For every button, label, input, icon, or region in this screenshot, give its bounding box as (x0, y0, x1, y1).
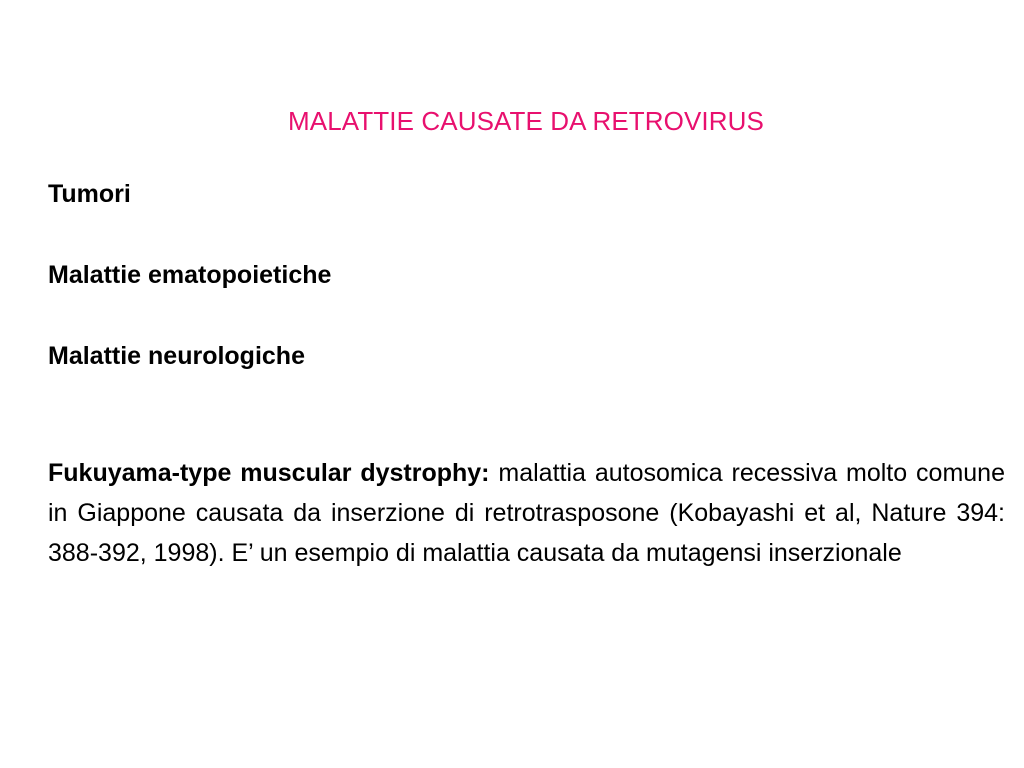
slide-title: MALATTIE CAUSATE DA RETROVIRUS (288, 106, 764, 136)
topic-malattie-neurologiche: Malattie neurologiche (48, 342, 305, 370)
example-description: malattia autosomica recessiva molto comune in Giappone causata da inserzione di retrotrasposone (Kobayashi et al, Nature 394: 388-392, 1998). E’ un esempio di malattia causata da mutagensi inserzionale (48, 459, 1005, 567)
example-term: Fukuyama-type muscular dystrophy: (48, 459, 490, 487)
topic-malattie-ematopoietiche: Malattie ematopoietiche (48, 261, 332, 289)
topic-tumori: Tumori (48, 180, 131, 208)
example-paragraph (48, 453, 1005, 573)
